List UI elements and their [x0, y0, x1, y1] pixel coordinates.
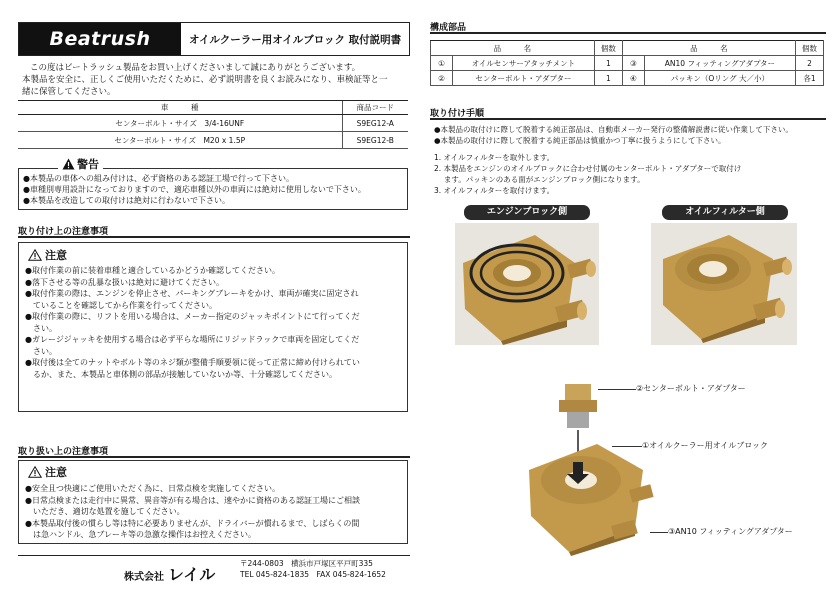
- warning-triangle-icon: [62, 158, 75, 170]
- company-prefix: 株式会社: [124, 572, 164, 583]
- note-item: ●取付作業の際は、エンジンを停止させ、パーキングブレーキをかけ、車両が確実に固定され: [25, 289, 359, 298]
- procedure-text: [434, 124, 830, 196]
- brand-logo: Beatrush: [19, 23, 181, 55]
- part-number: ①: [431, 56, 453, 71]
- parts-table: [430, 40, 824, 86]
- company-address: [240, 559, 386, 580]
- procedure-note: ●本製品の取付けに際して脱着する純正部品は慎重かつ丁寧に扱うようにして下さい。: [434, 136, 726, 145]
- table-header-row: [431, 41, 824, 56]
- product-table: [18, 100, 408, 149]
- note-item: ●取付後は全てのナットやボルト等のネジ類が整備手順要領に従って正常に締め付けられてい: [25, 358, 360, 367]
- warning-box: [18, 168, 408, 210]
- company-brand: レイル: [168, 565, 216, 584]
- part-name: オイルセンサーアタッチメント: [453, 56, 595, 71]
- callout-leader: [650, 532, 668, 533]
- note-item: ●本製品取付後の慣らし等は特に必要ありませんが、ドライバーが慣れるまで、しばらくの間: [25, 518, 360, 528]
- caution-triangle-icon: [28, 249, 42, 261]
- warning-title-text: 警告: [77, 158, 99, 171]
- handling-notes-box: [18, 460, 408, 544]
- note-item: るか、また、本製品と車体側の部品が接触していないか等、十分確認してください。: [25, 369, 337, 379]
- callout-center-bolt: ②センターボルト・アダプター: [636, 384, 746, 393]
- warning-item: ●車種別専用設計になっておりますので、適応車種以外の車両には絶対に使用しないで下さい。: [23, 185, 366, 194]
- note-item: いただき、適切な処置を施してください。: [25, 507, 185, 516]
- engine-side-photo: [455, 223, 599, 345]
- table-row: [431, 71, 824, 86]
- warning-title: [58, 156, 103, 172]
- callout-an10-adapter: ③AN10 フィッティングアダプター: [668, 527, 793, 536]
- section-divider: [430, 32, 826, 34]
- part-number: ④: [622, 71, 644, 86]
- model-cell: センターボルト・サイズ M20 x 1.5P: [18, 132, 342, 149]
- table-row: [431, 56, 824, 71]
- note-item: ●日常点検または走行中に異常、異音等が有る場合は、速やかに資格のある認証工場にご相談: [25, 495, 360, 505]
- section-divider: [430, 118, 826, 120]
- procedure-step: 2. 本製品をエンジンのオイルブロックに合わせ付属のセンターボルト・アダプターで取付け: [434, 164, 742, 173]
- table-row: [18, 115, 408, 132]
- note-item: さい。: [25, 346, 57, 356]
- intro-line: 本製品を安全に、正しくご使用いただくために、必ず説明書を良くお読みになり、車検証等と一: [22, 75, 388, 85]
- callout-oil-block: ①オイルクーラー用オイルブロック: [642, 441, 769, 450]
- document-header: [18, 22, 410, 56]
- note-item: ●ガレージジャッキを使用する場合は必ず平らな場所にリジッドラックで車両を固定してくだ: [25, 335, 360, 344]
- oil-block-engine-side-illustration: [455, 223, 599, 345]
- intro-line: この度はビートラッシュ製品をお買い上げくださいまして誠にありがとうございます。: [30, 63, 361, 73]
- qty-header: 個数: [796, 41, 824, 56]
- caution-title-text: 注意: [45, 249, 67, 262]
- oil-block-filter-side-illustration: [651, 223, 797, 345]
- install-notes-box: [18, 242, 408, 412]
- install-notes-heading: 取り付け上の注意事項: [18, 227, 109, 237]
- part-name: パッキン（Oリング 大／小）: [644, 71, 795, 86]
- model-cell: センターボルト・サイズ 3/4-16UNF: [18, 115, 342, 132]
- section-divider: [18, 236, 410, 238]
- footer-divider: [18, 555, 410, 556]
- callout-leader: [598, 389, 636, 390]
- document-title: オイルクーラー用オイルブロック 取付説明書: [189, 33, 402, 46]
- procedure-heading: 取り付け手順: [430, 109, 485, 119]
- part-qty: 各1: [796, 71, 824, 86]
- caution-title: [28, 464, 67, 480]
- callout-leader: [612, 446, 642, 447]
- warning-item: ●本製品の車体への組み付けは、必ず資格のある認証工場で行って下さい。: [23, 174, 294, 183]
- caution-triangle-icon: [28, 466, 42, 478]
- assembly-diagram: [525, 378, 655, 558]
- part-qty: 1: [594, 56, 622, 71]
- filter-side-label: オイルフィルター側: [662, 205, 788, 220]
- part-number: ③: [622, 56, 644, 71]
- note-item: ●取付作業の際に、リフトを用いる場合は、メーカー指定のジャッキポイントにて行ってくだ: [25, 312, 360, 321]
- intro-line: 緒に保管してください。: [22, 87, 116, 97]
- table-row: [18, 132, 408, 149]
- caution-title-text: 注意: [45, 466, 67, 479]
- parts-heading: 構成部品: [430, 23, 467, 33]
- code-cell: S9EG12-B: [342, 132, 408, 149]
- section-divider: [18, 456, 410, 458]
- part-qty: 2: [796, 56, 824, 71]
- note-item: は急ハンドル、急ブレーキ等の急激な操作はお控えください。: [25, 530, 257, 539]
- note-item: ていることを確認してから作業を行ってください。: [25, 300, 217, 310]
- part-number: ②: [431, 71, 453, 86]
- engine-side-label: エンジンブロック側: [464, 205, 590, 220]
- caution-title: [28, 247, 67, 263]
- model-header: 車 種: [18, 101, 342, 115]
- company-name: [124, 562, 215, 585]
- filter-side-photo: [651, 223, 797, 345]
- note-item: ●安全且つ快適にご使用いただく為に、日常点検を実施してください。: [25, 484, 280, 493]
- address-line: 〒244-0803 横浜市戸塚区平戸町335: [240, 559, 373, 568]
- intro-text: [22, 62, 406, 98]
- note-item: ●取付作業の前に装着車種と適合しているかどうか確認してください。: [25, 266, 280, 275]
- name-header: 品 名: [431, 41, 595, 56]
- exploded-assembly-illustration: [525, 378, 655, 558]
- warning-item: ●本製品を改造しての取付けは絶対に行わないで下さい。: [23, 196, 230, 205]
- part-name: センターボルト・アダプター: [453, 71, 595, 86]
- procedure-step: 3. オイルフィルターを取付けます。: [434, 186, 555, 195]
- note-item: さい。: [25, 323, 57, 333]
- table-header-row: [18, 101, 408, 115]
- procedure-step: ます。パッキンのある面がエンジンブロック側になります。: [434, 175, 645, 184]
- part-qty: 1: [594, 71, 622, 86]
- code-header: 商品コード: [342, 101, 408, 115]
- qty-header: 個数: [594, 41, 622, 56]
- procedure-step: 1. オイルフィルターを取外します。: [434, 153, 555, 162]
- procedure-note: ●本製品の取付けに際して脱着する純正部品は、自動車メーカー発行の整備解説書に従い作業して下さい。: [434, 125, 793, 134]
- code-cell: S9EG12-A: [342, 115, 408, 132]
- name-header: 品 名: [622, 41, 795, 56]
- handling-notes-heading: 取り扱い上の注意事項: [18, 447, 109, 457]
- note-item: ●落下させる等の乱暴な扱いは絶対に避けてください。: [25, 277, 224, 287]
- contact-line: TEL 045-824-1835 FAX 045-824-1652: [240, 569, 386, 579]
- part-name: AN10 フィッティングアダプター: [644, 56, 795, 71]
